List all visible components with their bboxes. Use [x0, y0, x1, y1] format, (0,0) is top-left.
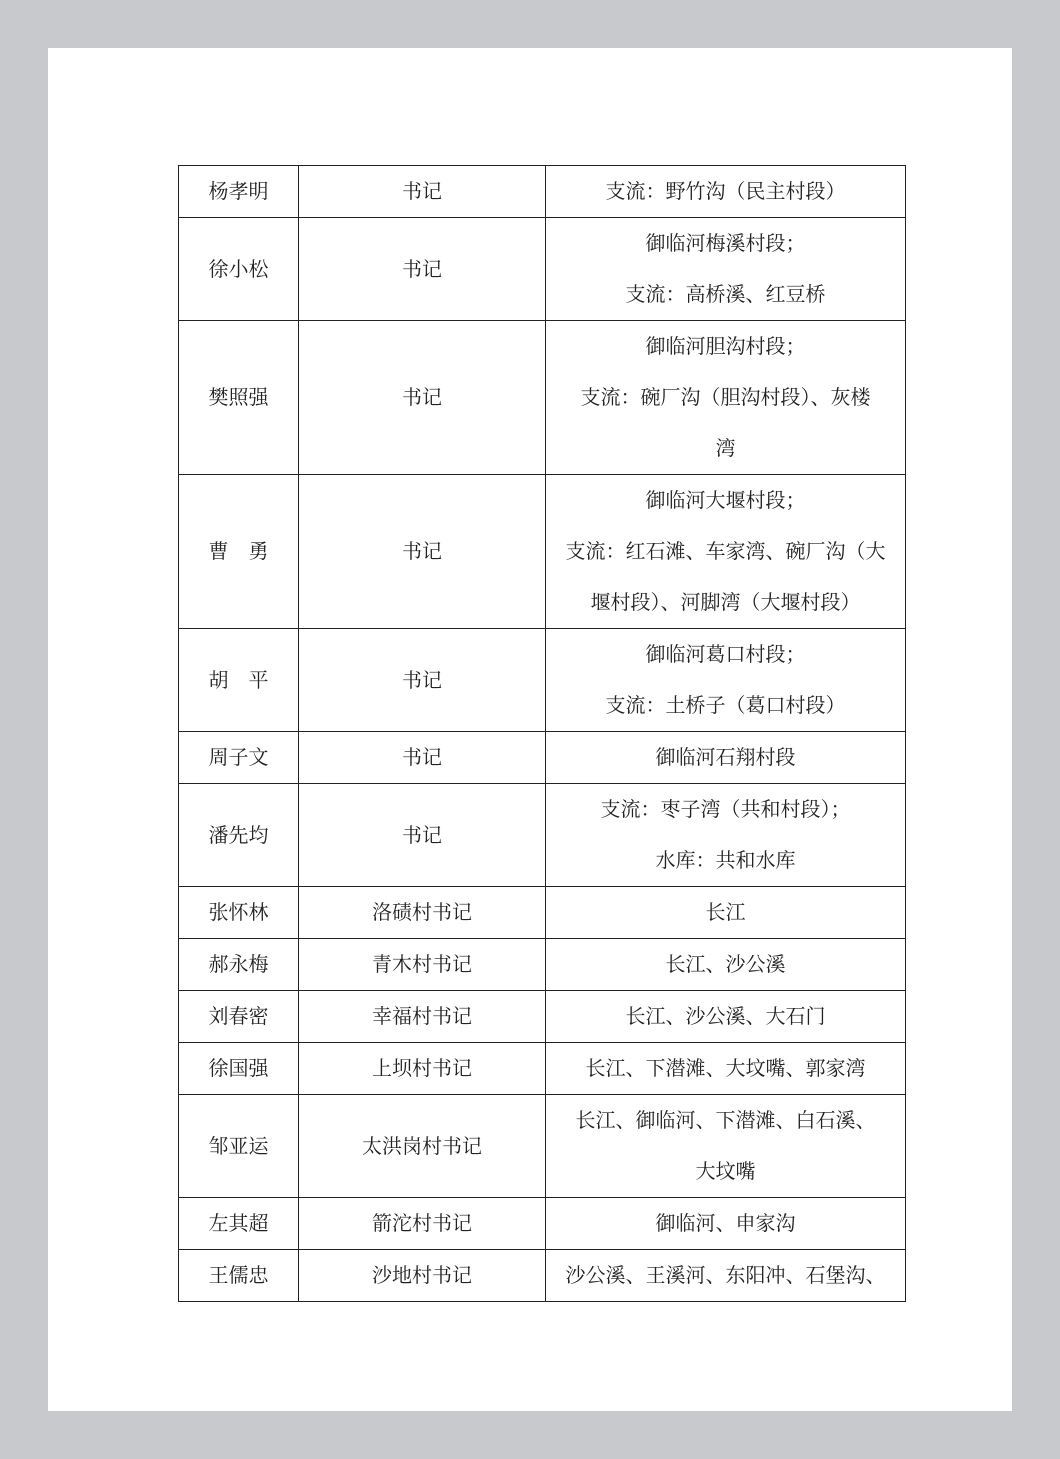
position-cell: 洛碛村书记	[299, 887, 546, 939]
position-cell: 书记	[299, 784, 546, 887]
table-row	[179, 784, 906, 887]
river-section-line: 支流：碗厂沟（胆沟村段）、灰楼	[580, 385, 871, 409]
name-cell: 徐小松	[179, 218, 299, 321]
river-section-line: 堰村段）、河脚湾（大堰村段）	[590, 590, 861, 614]
table-row	[179, 939, 906, 991]
table-row	[179, 1095, 906, 1198]
table-body	[179, 166, 906, 1302]
river-section-line: 御临河梅溪村段；	[645, 231, 806, 255]
table-row	[179, 218, 906, 321]
name-cell: 刘春密	[179, 991, 299, 1043]
name-cell: 周子文	[179, 732, 299, 784]
position-cell: 书记	[299, 732, 546, 784]
name-cell: 徐国强	[179, 1043, 299, 1095]
table-row	[179, 991, 906, 1043]
position-cell: 青木村书记	[299, 939, 546, 991]
name-cell: 曹 勇	[179, 475, 299, 629]
river-section-cell	[546, 887, 906, 939]
position-cell: 书记	[299, 629, 546, 732]
river-section-line: 长江、沙公溪、大石门	[625, 1004, 826, 1028]
table-row	[179, 1043, 906, 1095]
name-cell: 张怀林	[179, 887, 299, 939]
name-cell: 王儒忠	[179, 1250, 299, 1302]
table-row	[179, 629, 906, 732]
table-row	[179, 166, 906, 218]
position-cell: 书记	[299, 321, 546, 475]
river-section-line: 长江、御临河、下潜滩、白石溪、	[575, 1108, 876, 1132]
river-section-line: 支流：土桥子（葛口村段）	[605, 693, 846, 717]
river-section-cell	[546, 218, 906, 321]
table-row	[179, 321, 906, 475]
table-row	[179, 887, 906, 939]
river-section-line: 支流：高桥溪、红豆桥	[625, 282, 826, 306]
document-page	[48, 48, 1012, 1411]
river-section-cell	[546, 475, 906, 629]
river-section-cell	[546, 629, 906, 732]
table-row	[179, 732, 906, 784]
river-section-cell	[546, 321, 906, 475]
position-cell: 幸福村书记	[299, 991, 546, 1043]
river-section-cell	[546, 732, 906, 784]
river-section-line: 支流：野竹沟（民主村段）	[605, 179, 846, 203]
name-cell: 郝永梅	[179, 939, 299, 991]
river-chief-table	[178, 165, 906, 1302]
river-section-line: 支流：枣子湾（共和村段）；	[600, 797, 851, 821]
river-section-line: 御临河、申家沟	[655, 1211, 796, 1235]
river-section-line: 长江、沙公溪	[665, 952, 786, 976]
river-section-cell	[546, 784, 906, 887]
river-section-line: 大坟嘴	[695, 1159, 756, 1183]
position-cell: 书记	[299, 166, 546, 218]
river-section-line: 御临河大堰村段；	[645, 488, 806, 512]
name-cell: 潘先均	[179, 784, 299, 887]
river-section-line: 长江	[705, 900, 746, 924]
table-row	[179, 1250, 906, 1302]
table-row	[179, 1198, 906, 1250]
name-cell: 樊照强	[179, 321, 299, 475]
river-section-line: 御临河胆沟村段；	[645, 334, 806, 358]
river-section-line: 御临河葛口村段；	[645, 642, 806, 666]
table-row	[179, 475, 906, 629]
position-cell: 书记	[299, 218, 546, 321]
position-cell: 箭沱村书记	[299, 1198, 546, 1250]
river-section-line: 支流：红石滩、车家湾、碗厂沟（大	[565, 539, 886, 563]
river-section-line: 长江、下潜滩、大坟嘴、郭家湾	[585, 1056, 866, 1080]
river-section-cell	[546, 1250, 906, 1302]
river-section-cell	[546, 1198, 906, 1250]
name-cell: 邹亚运	[179, 1095, 299, 1198]
river-section-cell	[546, 939, 906, 991]
name-cell: 杨孝明	[179, 166, 299, 218]
river-section-cell	[546, 1043, 906, 1095]
river-section-line: 沙公溪、王溪河、东阳冲、石堡沟、	[565, 1263, 886, 1287]
river-section-line: 御临河石翔村段	[655, 745, 796, 769]
river-section-cell	[546, 1095, 906, 1198]
river-section-cell	[546, 166, 906, 218]
river-section-line: 水库：共和水库	[655, 848, 796, 872]
position-cell: 太洪岗村书记	[299, 1095, 546, 1198]
position-cell: 书记	[299, 475, 546, 629]
name-cell: 左其超	[179, 1198, 299, 1250]
position-cell: 上坝村书记	[299, 1043, 546, 1095]
river-section-cell	[546, 991, 906, 1043]
river-section-line: 湾	[715, 436, 736, 460]
name-cell: 胡 平	[179, 629, 299, 732]
position-cell: 沙地村书记	[299, 1250, 546, 1302]
